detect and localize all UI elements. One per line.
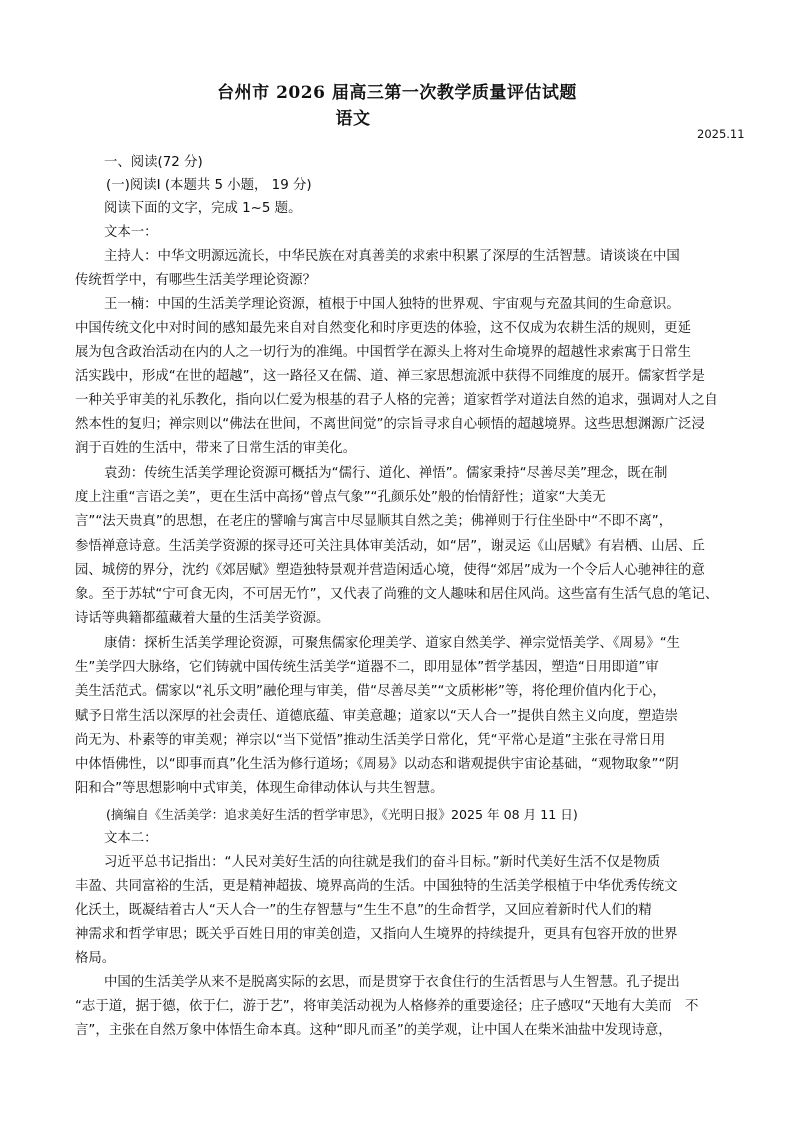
paragraph-line: 生”美学四大脉络，它们铸就中国传统生活美学“道器不二，即用显体”哲学基因，塑造“日用即道”审: [75, 660, 659, 675]
paragraph-line: 格局。: [75, 951, 116, 966]
exam-title: 台州市 2026 届高三第一次教学质量评估试题: [217, 83, 577, 103]
paragraph-line: “志于道，据于德，依于仁，游于艺”，将审美活动视为人格修养的重要途径；庄子感叹“天地有大美而 不: [75, 999, 699, 1014]
paragraph-line: 象。至于苏轼“宁可食无肉，不可居无竹”，又代表了尚雅的文人趣味和居住风尚。这些富有生活气息的笔记、: [75, 587, 719, 602]
paragraph-line: 化沃土，既凝结着古人“天人合一”的生存智慧与“生生不息”的生命哲学，又回应着新时代人们的精: [75, 903, 652, 918]
text-label: 文本一：: [104, 225, 158, 240]
paragraph-line: 言”“法天贵真”的思想，在老庄的譬喻与寓言中尽显顺其自然之美；佛禅则于行住坐卧中“不即不离”，: [75, 514, 673, 529]
paragraph-line: 中国的生活美学从来不是脱离实际的玄思，而是贯穿于衣食住行的生活哲思与人生智慧。孔子提出: [104, 975, 680, 990]
paragraph-line: 尚无为、朴素等的审美观；禅宗以“当下觉悟”推动生活美学日常化，凭“平常心是道”主张在寻常日用: [75, 733, 666, 748]
subsection-heading: (一)阅读Ⅰ (本题共 5 小题， 19 分): [106, 178, 312, 193]
paragraph-line: 诗话等典籍都蕴藏着大量的生活美学资源。: [75, 611, 330, 626]
paragraph-line: 王一楠：中国的生活美学理论资源，植根于中国人独特的世界观、宇宙观与充盈其间的生命意识。: [104, 297, 680, 312]
paragraph-line: 习近平总书记指出：“人民对美好生活的向往就是我们的奋斗目标。”新时代美好生活不仅是物质: [104, 855, 661, 870]
text-label: 文本二：: [104, 831, 158, 846]
paragraph-line: 主持人：中华文明源远流长，中华民族在对真善美的求索中积累了深厚的生活智慧。请谈谈在中国: [104, 249, 680, 264]
paragraph-line: 丰盈、共同富裕的生活，更是精神超拔、境界高尚的生活。中国独特的生活美学根植于中华优秀传统文: [75, 879, 678, 894]
paragraph-line: 一种关乎审美的礼乐教化，指向以仁爱为根基的君子人格的完善；道家哲学对道法自然的追求，强调对人之自: [75, 393, 718, 408]
paragraph-line: 神需求和哲学审思；既关乎百姓日用的审美创造，又指向人生境界的持续提升，更具有包容开放的世界: [75, 927, 678, 942]
paragraph-line: 参悟禅意诗意。生活美学资源的探寻还可关注具体审美活动，如“居”，谢灵运《山居赋》有岩栖、山居、丘: [75, 539, 705, 554]
paragraph-line: 中国传统文化中对时间的感知最先来自对自然变化和时序更迭的体验，这不仅成为农耕生活的规则，更延: [75, 321, 691, 336]
paragraph-line: 园、城傍的界分，沈约《郊居赋》塑造独特景观并营造闲适心境，使得“郊居”成为一个令后人心驰神往的意: [75, 563, 705, 578]
paragraph-line: 润于百姓的生活中，带来了日常生活的审美化。: [75, 441, 357, 456]
paragraph-line: 然本性的复归；禅宗则以“佛法在世间，不离世间觉”的宗旨寻求自心顿悟的超越境界。这些思想渊源广泛浸: [75, 417, 705, 432]
paragraph-line: 度上注重“言语之美”，更在生活中高扬“曾点气象”“孔颜乐处”般的怡情舒性；道家“大美无: [75, 490, 606, 505]
subject-title: 语文: [335, 109, 371, 129]
paragraph-line: 康倩：探析生活美学理论资源，可聚焦儒家伦理美学、道家自然美学、禅宗觉悟美学、《周易》“生: [104, 636, 681, 651]
paragraph-line: 袁劲：传统生活美学理论资源可概括为“儒行、道化、禅悟”。儒家秉持“尽善尽美”理念，既在制: [104, 466, 668, 481]
source-citation: (摘编自《生活美学：追求美好生活的哲学审思》，《光明日报》2025 年 08 月 11 日): [106, 807, 578, 822]
paragraph-line: 中体悟佛性，以“即事而真”化生活为修行道场；《周易》以动态和谐观提供宇宙论基础，“观物取象”“阴: [75, 757, 679, 772]
paragraph-line: 传统哲学中，有哪些生活美学理论资源？: [75, 273, 317, 288]
paragraph-line: 言”，主张在自然万象中体悟生命本真。这种“即凡而圣”的美学观，让中国人在柴米油盐中发现诗意，: [75, 1023, 672, 1038]
paragraph-line: 活实践中，形成“在世的超越”，这一路径又在儒、道、禅三家思想流派中获得不同维度的展开。儒家哲学是: [75, 369, 705, 384]
paragraph-line: 展为包含政治活动在内的人之一切行为的准绳。中国哲学在源头上将对生命境界的超越性求索寓于日常生: [75, 345, 691, 360]
paragraph-line: 赋予日常生活以深厚的社会责任、道德底蕴、审美意趣；道家以“天人合一”提供自然主义向度，塑造崇: [75, 709, 679, 724]
paragraph-line: 阳和合”等思想影响中式审美，体现生命律动体认与共生智慧。: [75, 781, 444, 796]
paragraph-line: 美生活范式。儒家以“礼乐文明”融伦理与审美，借“尽善尽美”“文质彬彬”等，将伦理价值内化于心，: [75, 684, 666, 699]
section-heading: 一、阅读(72 分): [104, 155, 203, 170]
exam-date: 2025.11: [697, 127, 745, 141]
instruction-text: 阅读下面的文字，完成 1~5 题。: [104, 201, 302, 216]
